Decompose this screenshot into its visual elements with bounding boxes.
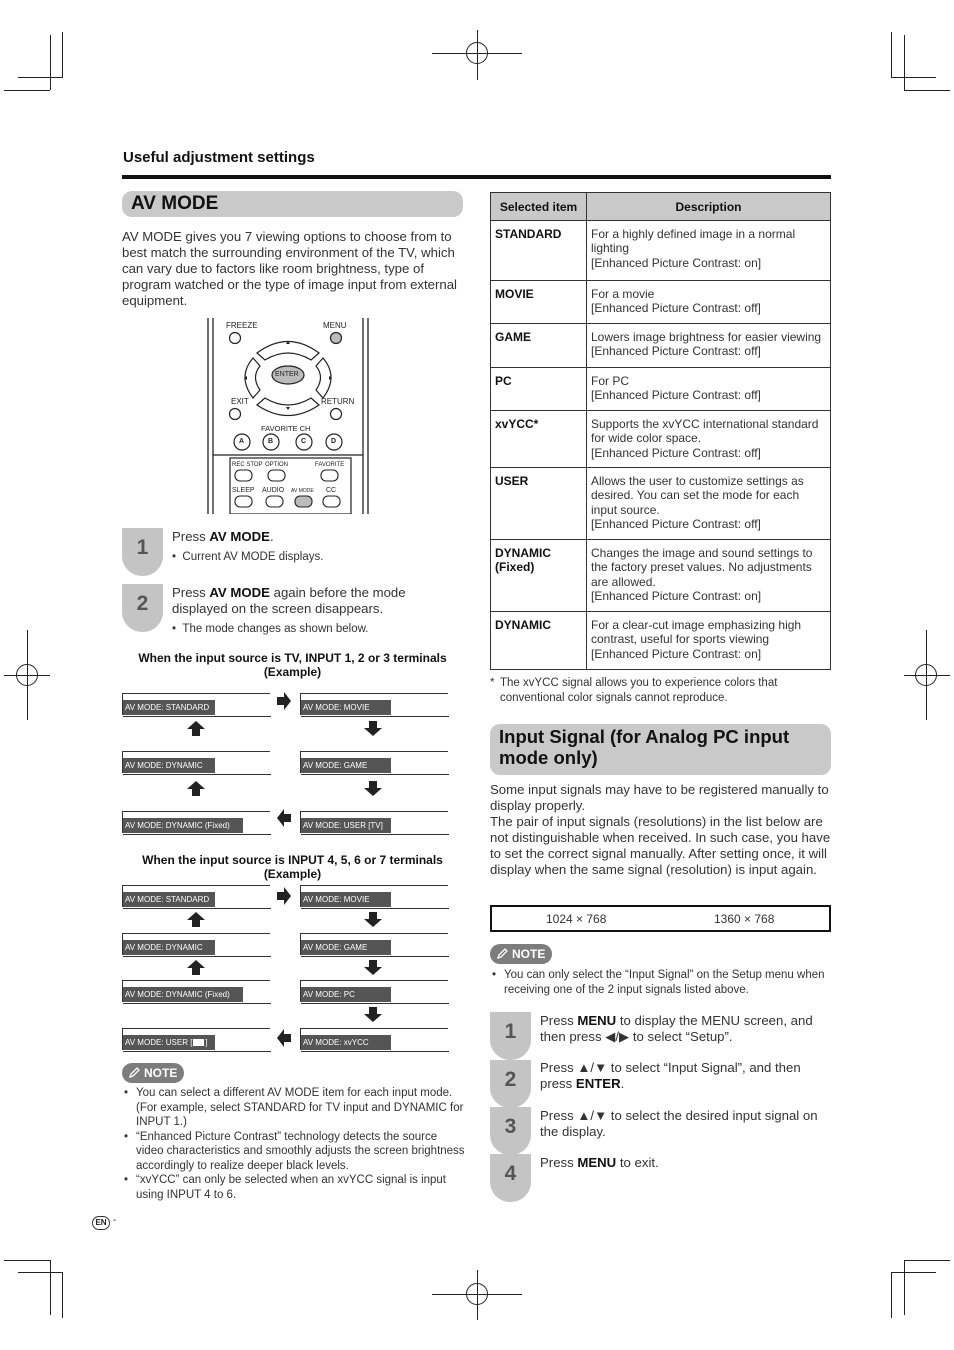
table-row	[491, 411, 831, 468]
arrow-up-icon	[187, 960, 205, 976]
arrow-right-icon	[276, 887, 292, 905]
arrow-up-icon	[187, 721, 205, 737]
av-mode-intro: AV MODE gives you 7 viewing options to choose from to best match the surrounding environment of the TV, which can vary due to factors like room brightness, type of program watched or the type of image input from external equipment.	[122, 229, 457, 308]
resolution-item: 1360 × 768	[714, 912, 775, 926]
osd-screen	[122, 1028, 270, 1050]
osd-screen: AV MODE: MOVIE	[300, 693, 448, 715]
input-step-2-text: Press ▲/▼ to select “Input Signal”, and then press ENTER.	[540, 1060, 801, 1091]
remote-label-rec-stop: REC STOP	[232, 462, 263, 468]
av-mode-notes	[122, 1086, 467, 1202]
table-cell-description: For a highly defined image in a normal lighting [Enhanced Picture Contrast: on]	[587, 221, 831, 281]
remote-label-exit: EXIT	[231, 397, 249, 406]
table-cell-description: Lowers image brightness for easier viewing [Enhanced Picture Contrast: off]	[587, 324, 831, 368]
table-row	[491, 368, 831, 411]
table-header-description: Description	[587, 193, 831, 221]
note-item: • “Enhanced Picture Contrast” technology detects the source video characteristics and smoothly adjusts the screen brightness accordingly to realize deeper black levels.	[124, 1130, 465, 1172]
osd-screen: AV MODE: xvYCC	[300, 1028, 448, 1050]
step-1-text: Press AV MODE.	[172, 529, 274, 544]
arrow-up-icon	[187, 912, 205, 928]
step-badge: 1	[122, 528, 163, 576]
osd-screen: AV MODE: GAME	[300, 751, 448, 773]
remote-label-cc: CC	[326, 487, 337, 494]
table-header-item: Selected item	[491, 193, 587, 221]
input-signal-intro-1: Some input signals may have to be registered manually to display properly.	[490, 782, 829, 813]
osd-user-label: AV MODE: USER [ ]	[123, 1035, 215, 1050]
table-cell-item: USER	[491, 468, 587, 540]
remote-control-illustration	[205, 318, 371, 514]
table-cell-description: For a movie [Enhanced Picture Contrast: off]	[587, 281, 831, 324]
table-row	[491, 468, 831, 540]
osd-screen: AV MODE: DYNAMIC (Fixed)	[122, 980, 270, 1002]
arrow-up-icon	[187, 781, 205, 797]
osd-screen: AV MODE: STANDARD	[122, 885, 270, 907]
table-cell-description: Allows the user to customize settings as desired. You can set the mode for each input source. [Enhanced Picture Contrast: off]	[587, 468, 831, 540]
table-row	[491, 221, 831, 281]
input-signal-note: • You can only select the “Input Signal” on the Setup menu when receiving one of the 2 input signals listed above.	[492, 969, 825, 996]
resolution-item: 1024 × 768	[546, 912, 607, 926]
table-cell-item: PC	[491, 368, 587, 411]
osd-screen: AV MODE: DYNAMIC	[122, 933, 270, 955]
remote-label-favorite-ch: FAVORITE CH	[261, 424, 311, 433]
table-cell-description: For PC [Enhanced Picture Contrast: off]	[587, 368, 831, 411]
table-cell-item: MOVIE	[491, 281, 587, 324]
osd-screen: AV MODE: GAME	[300, 933, 448, 955]
remote-label-freeze: FREEZE	[226, 321, 258, 330]
note-item: • You can select a different AV MODE item for each input mode. (For example, select STANDARD for TV input and DYNAMIC for INPUT 1.)	[124, 1087, 464, 1128]
remote-label-a: A	[239, 438, 245, 445]
osd-screen: AV MODE: MOVIE	[300, 885, 448, 907]
remote-label-favorite: FAVORITE	[315, 462, 345, 468]
remote-label-menu: MENU	[323, 321, 347, 330]
table-footnote: * The xvYCC signal allows you to experience colors that conventional color signals cannot reproduce.	[490, 677, 778, 704]
step-badge: 2	[122, 584, 163, 632]
arrow-down-icon	[364, 912, 382, 928]
input-step-1-text: Press MENU to display the MENU screen, and then press ◀/▶ to select “Setup”.	[540, 1013, 813, 1044]
section-title: Useful adjustment settings	[123, 149, 315, 166]
input-icon	[193, 1039, 204, 1046]
osd-screen: AV MODE: PC	[300, 980, 448, 1002]
osd-screen: AV MODE: USER [TV]	[300, 811, 448, 833]
remote-label-d: D	[331, 438, 337, 445]
note-badge: NOTE	[490, 944, 552, 964]
step-badge: 2	[490, 1060, 531, 1108]
table-row	[491, 540, 831, 612]
av-mode-table	[490, 192, 831, 670]
step-badge: 1	[490, 1012, 531, 1060]
table-cell-item: DYNAMIC	[491, 612, 587, 670]
note-badge: NOTE	[122, 1063, 184, 1083]
table-row	[491, 324, 831, 368]
arrow-left-icon	[276, 1029, 292, 1047]
example-2-title: When the input source is INPUT 4, 5, 6 or 7 terminals (Example)	[142, 853, 443, 881]
section-divider	[122, 175, 831, 179]
remote-label-audio: AUDIO	[262, 487, 285, 494]
osd-screen: AV MODE: STANDARD	[122, 693, 270, 715]
table-header-row	[491, 193, 831, 221]
input-step-3-text: Press ▲/▼ to select the desired input signal on the display.	[540, 1108, 818, 1139]
remote-label-c: C	[301, 438, 307, 445]
arrow-left-icon	[276, 809, 292, 827]
page-marker-suffix: -	[113, 1215, 117, 1226]
step-1-bullet: • Current AV MODE displays.	[172, 551, 324, 563]
table-cell-description: Supports the xvYCC international standard for wide color space. [Enhanced Picture Contrast: off]	[587, 411, 831, 468]
table-cell-item: STANDARD	[491, 221, 587, 281]
table-cell-item: DYNAMIC (Fixed)	[491, 540, 587, 612]
table-row	[491, 612, 831, 670]
pencil-icon	[128, 1066, 141, 1079]
page-language-marker: EN	[92, 1216, 110, 1230]
step-2-bullet: • The mode changes as shown below.	[172, 623, 369, 635]
table-cell-description: For a clear-cut image emphasizing high contrast, useful for sports viewing [Enhanced Picture Contrast: on]	[587, 612, 831, 670]
table-cell-description: Changes the image and sound settings to the factory preset values. No adjustments are allowed. [Enhanced Picture Contrast: on]	[587, 540, 831, 612]
arrow-down-icon	[364, 960, 382, 976]
remote-label-option: OPTION	[265, 462, 289, 468]
av-mode-heading: AV MODE	[122, 191, 463, 217]
arrow-down-icon	[364, 781, 382, 797]
input-signal-intro-2: The pair of input signals (resolutions) in the list below are not distinguishable when received. In such case, you have to set the correct signal manually. After setting once, it will display when the same signal (resolution) is input again.	[490, 814, 831, 877]
remote-label-enter: ENTER	[275, 371, 299, 378]
pencil-icon	[496, 947, 509, 960]
osd-screen: AV MODE: DYNAMIC	[122, 751, 270, 773]
table-row	[491, 281, 831, 324]
remote-label-av-mode: AV MODE	[291, 488, 314, 494]
step-badge: 4	[490, 1154, 531, 1202]
table-cell-item: GAME	[491, 324, 587, 368]
remote-label-return: RETURN	[321, 397, 355, 406]
resolution-list	[490, 905, 831, 932]
arrow-down-icon	[364, 721, 382, 737]
input-step-4-text: Press MENU to exit.	[540, 1155, 659, 1170]
osd-screen: AV MODE: DYNAMIC (Fixed)	[122, 811, 270, 833]
note-item: • “xvYCC” can only be selected when an xvYCC signal is input using INPUT 4 to 6.	[124, 1174, 447, 1201]
step-2-text: Press AV MODE again before the mode displayed on the screen disappears.	[172, 585, 406, 616]
example-1-title: When the input source is TV, INPUT 1, 2 or 3 terminals (Example)	[138, 651, 447, 679]
remote-label-sleep: SLEEP	[232, 487, 255, 494]
arrow-right-icon	[276, 692, 292, 710]
step-badge: 3	[490, 1107, 531, 1155]
input-signal-heading: Input Signal (for Analog PC input mode only)	[490, 724, 831, 775]
remote-label-b: B	[268, 438, 274, 445]
table-cell-item: xvYCC*	[491, 411, 587, 468]
arrow-down-icon	[364, 1007, 382, 1023]
